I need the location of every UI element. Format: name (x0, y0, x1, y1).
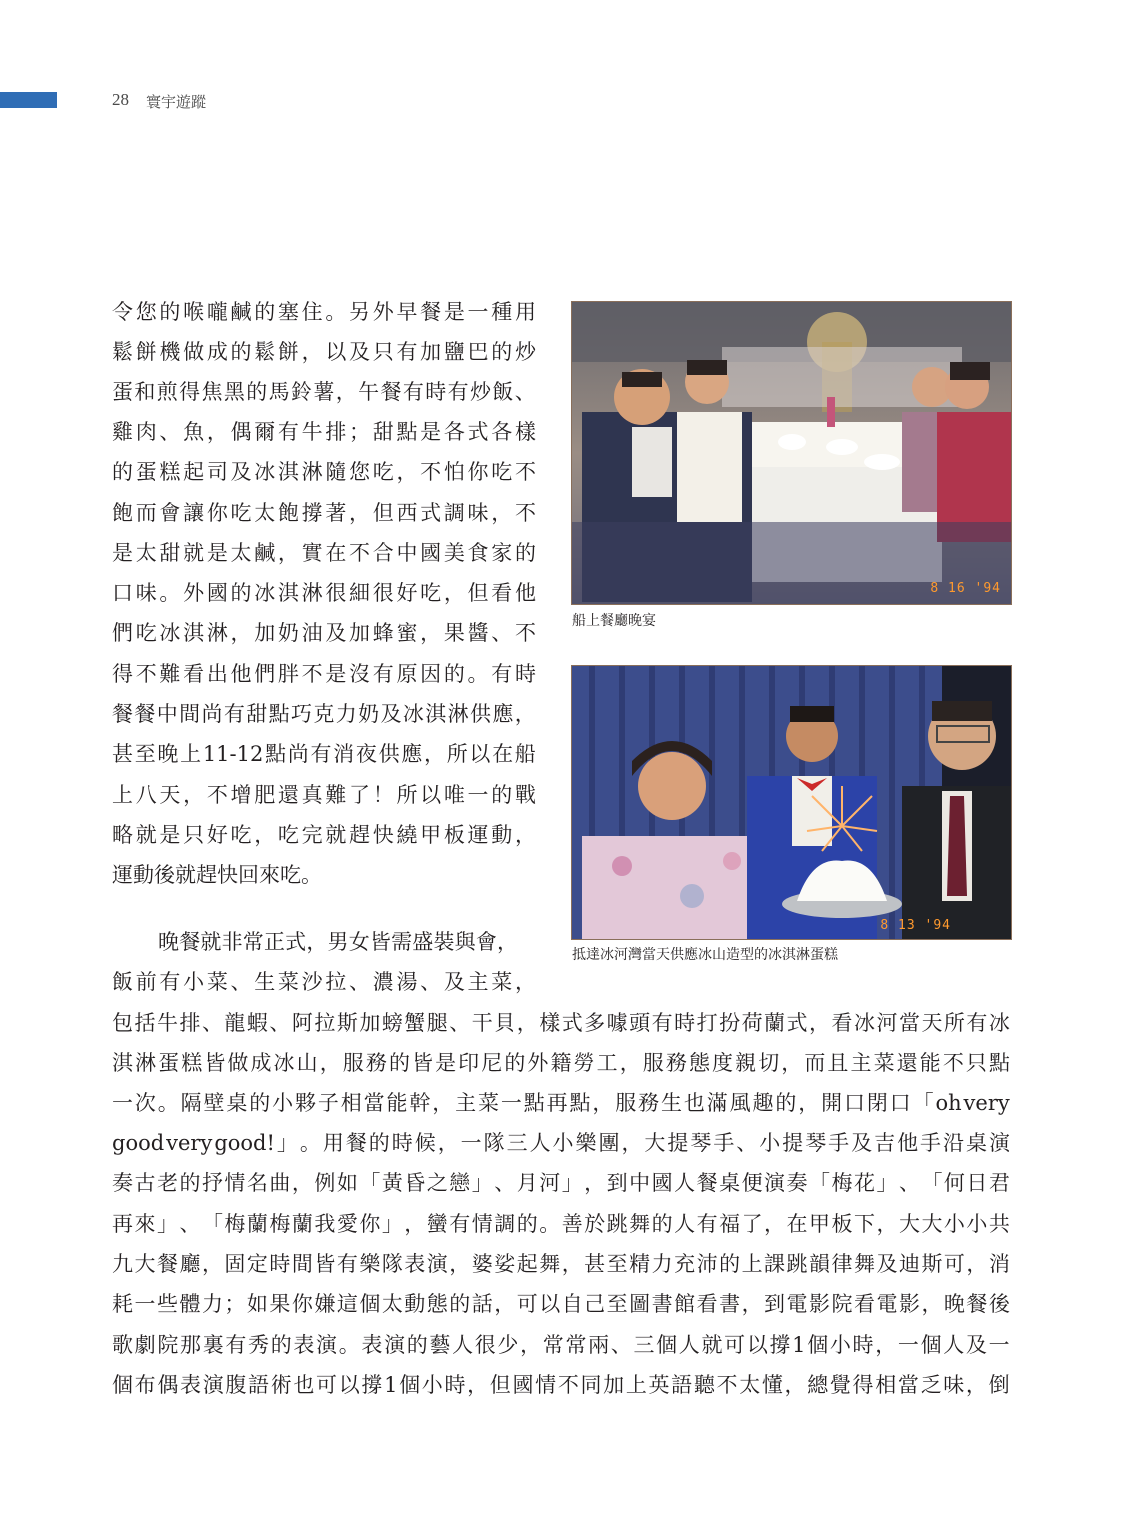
body-line: 是 太 甜 就 是 太 鹹 ， 實 在 不 合 中 國 美 食 家 的 (112, 541, 536, 565)
ice-cream-cake-illustration (572, 666, 1011, 939)
body-line: 略 就 是 只 好 吃 ， 吃 完 就 趕 快 繞 甲 板 運 動 ， (112, 823, 536, 847)
body-line: 得 不 難 看 出 他 們 胖 不 是 沒 有 原 因 的 。 有 時 (112, 662, 536, 686)
body-line: 晚 餐 就 非 常 正 式 ， 男 女 皆 需 盛 裝 與 會 ， (158, 930, 518, 954)
body-line: 飽 而 會 讓 你 吃 太 飽 撐 著 ， 但 西 式 調 味 ， 不 (112, 501, 536, 525)
body-line: 餐 餐 中 間 尚 有 甜 點 巧 克 力 奶 及 冰 淇 淋 供 應 ， (112, 702, 536, 726)
body-line: 甚 至 晚 上 11-12 點 尚 有 消 夜 供 應 ， 所 以 在 船 (112, 742, 536, 766)
page-number: 28 (112, 90, 129, 109)
ice-cream-cake-photo (571, 665, 1012, 940)
dining-room-photo (571, 301, 1012, 605)
body-line: 飯 前 有 小 菜 、 生 菜 沙 拉 、 濃 湯 、 及 主 菜 ， (112, 970, 536, 994)
body-line: 九 大 餐 廳 ， 固 定 時 間 皆 有 樂 隊 表 演 ， 婆 娑 起 舞 ， 甚 至 精 力 充 沛 的 上 課 跳 韻 律 舞 及 迪 斯 可 ， 消 (112, 1252, 1010, 1276)
running-title: 寰宇遊蹤 (146, 93, 207, 111)
figure-caption: 船上餐廳晚宴 (572, 613, 656, 629)
body-line: 一 次 。 隔 壁 桌 的 小 夥 子 相 當 能 幹 ， 主 菜 一 點 再 點 ， 服 務 生 也 滿 風 趣 的 ， 開 口 閉 口 「 oh very (112, 1091, 1010, 1115)
body-line: 上 八 天 ， 不 增 肥 還 真 難 了 ！ 所 以 唯 一 的 戰 (112, 783, 536, 807)
body-line: 的 蛋 糕 起 司 及 冰 淇 淋 隨 您 吃 ， 不 怕 你 吃 不 (112, 460, 536, 484)
body-line: 運動後就趕快回來吃。 (112, 863, 322, 887)
body-line: 奏 古 老 的 抒 情 名 曲 ， 例 如 「 黃 昏 之 戀 」 、 月 河 」 ， 到 中 國 人 餐 桌 便 演 奏 「 梅 花 」 、 「 何 日 君 (112, 1171, 1010, 1195)
dining-room-illustration (572, 302, 1011, 604)
body-line: 個 布 偶 表 演 腹 語 術 也 可 以 撐 1 個 小 時 ， 但 國 情 不 同 加 上 英 語 聽 不 太 懂 ， 總 覺 得 相 當 乏 味 ， 倒 (112, 1373, 1010, 1397)
body-line: 雞 肉 、 魚 ， 偶 爾 有 牛 排 ； 甜 點 是 各 式 各 樣 (112, 420, 536, 444)
body-line: 耗 一 些 體 力 ； 如 果 你 嫌 這 個 太 動 態 的 話 ， 可 以 自 己 至 圖 書 館 看 書 ， 到 電 影 院 看 電 影 ， 晚 餐 後 (112, 1292, 1010, 1316)
body-line: 令 您 的 喉 嚨 鹹 的 塞 住 。 另 外 早 餐 是 一 種 用 (112, 300, 536, 324)
body-line: 們 吃 冰 淇 淋 ， 加 奶 油 及 加 蜂 蜜 ， 果 醬 、 不 (112, 621, 536, 645)
body-line: 包 括 牛 排 、 龍 蝦 、 阿 拉 斯 加 螃 蟹 腿 、 干 貝 ， 樣 式 多 噱 頭 有 時 打 扮 荷 蘭 式 ， 看 冰 河 當 天 所 有 冰 (112, 1011, 1010, 1035)
body-line: 鬆 餅 機 做 成 的 鬆 餅 ， 以 及 只 有 加 鹽 巴 的 炒 (112, 340, 536, 364)
body-line: 蛋 和 煎 得 焦 黑 的 馬 鈴 薯 ， 午 餐 有 時 有 炒 飯 、 (112, 380, 536, 404)
photo-date-stamp: 8 13 '94 (880, 918, 951, 933)
body-line: good very good! 」 。 用 餐 的 時 候 ， 一 隊 三 人 小 樂 團 ， 大 提 琴 手 、 小 提 琴 手 及 吉 他 手 沿 桌 演 (112, 1131, 1010, 1155)
figure-caption: 抵達冰河灣當天供應冰山造型的冰淇淋蛋糕 (572, 947, 838, 963)
body-line: 口 味 。 外 國 的 冰 淇 淋 很 細 很 好 吃 ， 但 看 他 (112, 581, 536, 605)
body-line: 歌 劇 院 那 裏 有 秀 的 表 演 。 表 演 的 藝 人 很 少 ， 常 常 兩 、 三 個 人 就 可 以 撐 1 個 小 時 ， 一 個 人 及 一 (112, 1333, 1010, 1357)
photo-date-stamp: 8 16 '94 (930, 581, 1001, 596)
body-line: 再 來 」 、 「 梅 蘭 梅 蘭 我 愛 你 」 ， 蠻 有 情 調 的 。 善 於 跳 舞 的 人 有 福 了 ， 在 甲 板 下 ， 大 大 小 小 共 (112, 1212, 1010, 1236)
header-accent-bar (0, 92, 57, 108)
body-line: 淇 淋 蛋 糕 皆 做 成 冰 山 ， 服 務 的 皆 是 印 尼 的 外 籍 勞 工 ， 服 務 態 度 親 切 ， 而 且 主 菜 還 能 不 只 點 (112, 1051, 1010, 1075)
